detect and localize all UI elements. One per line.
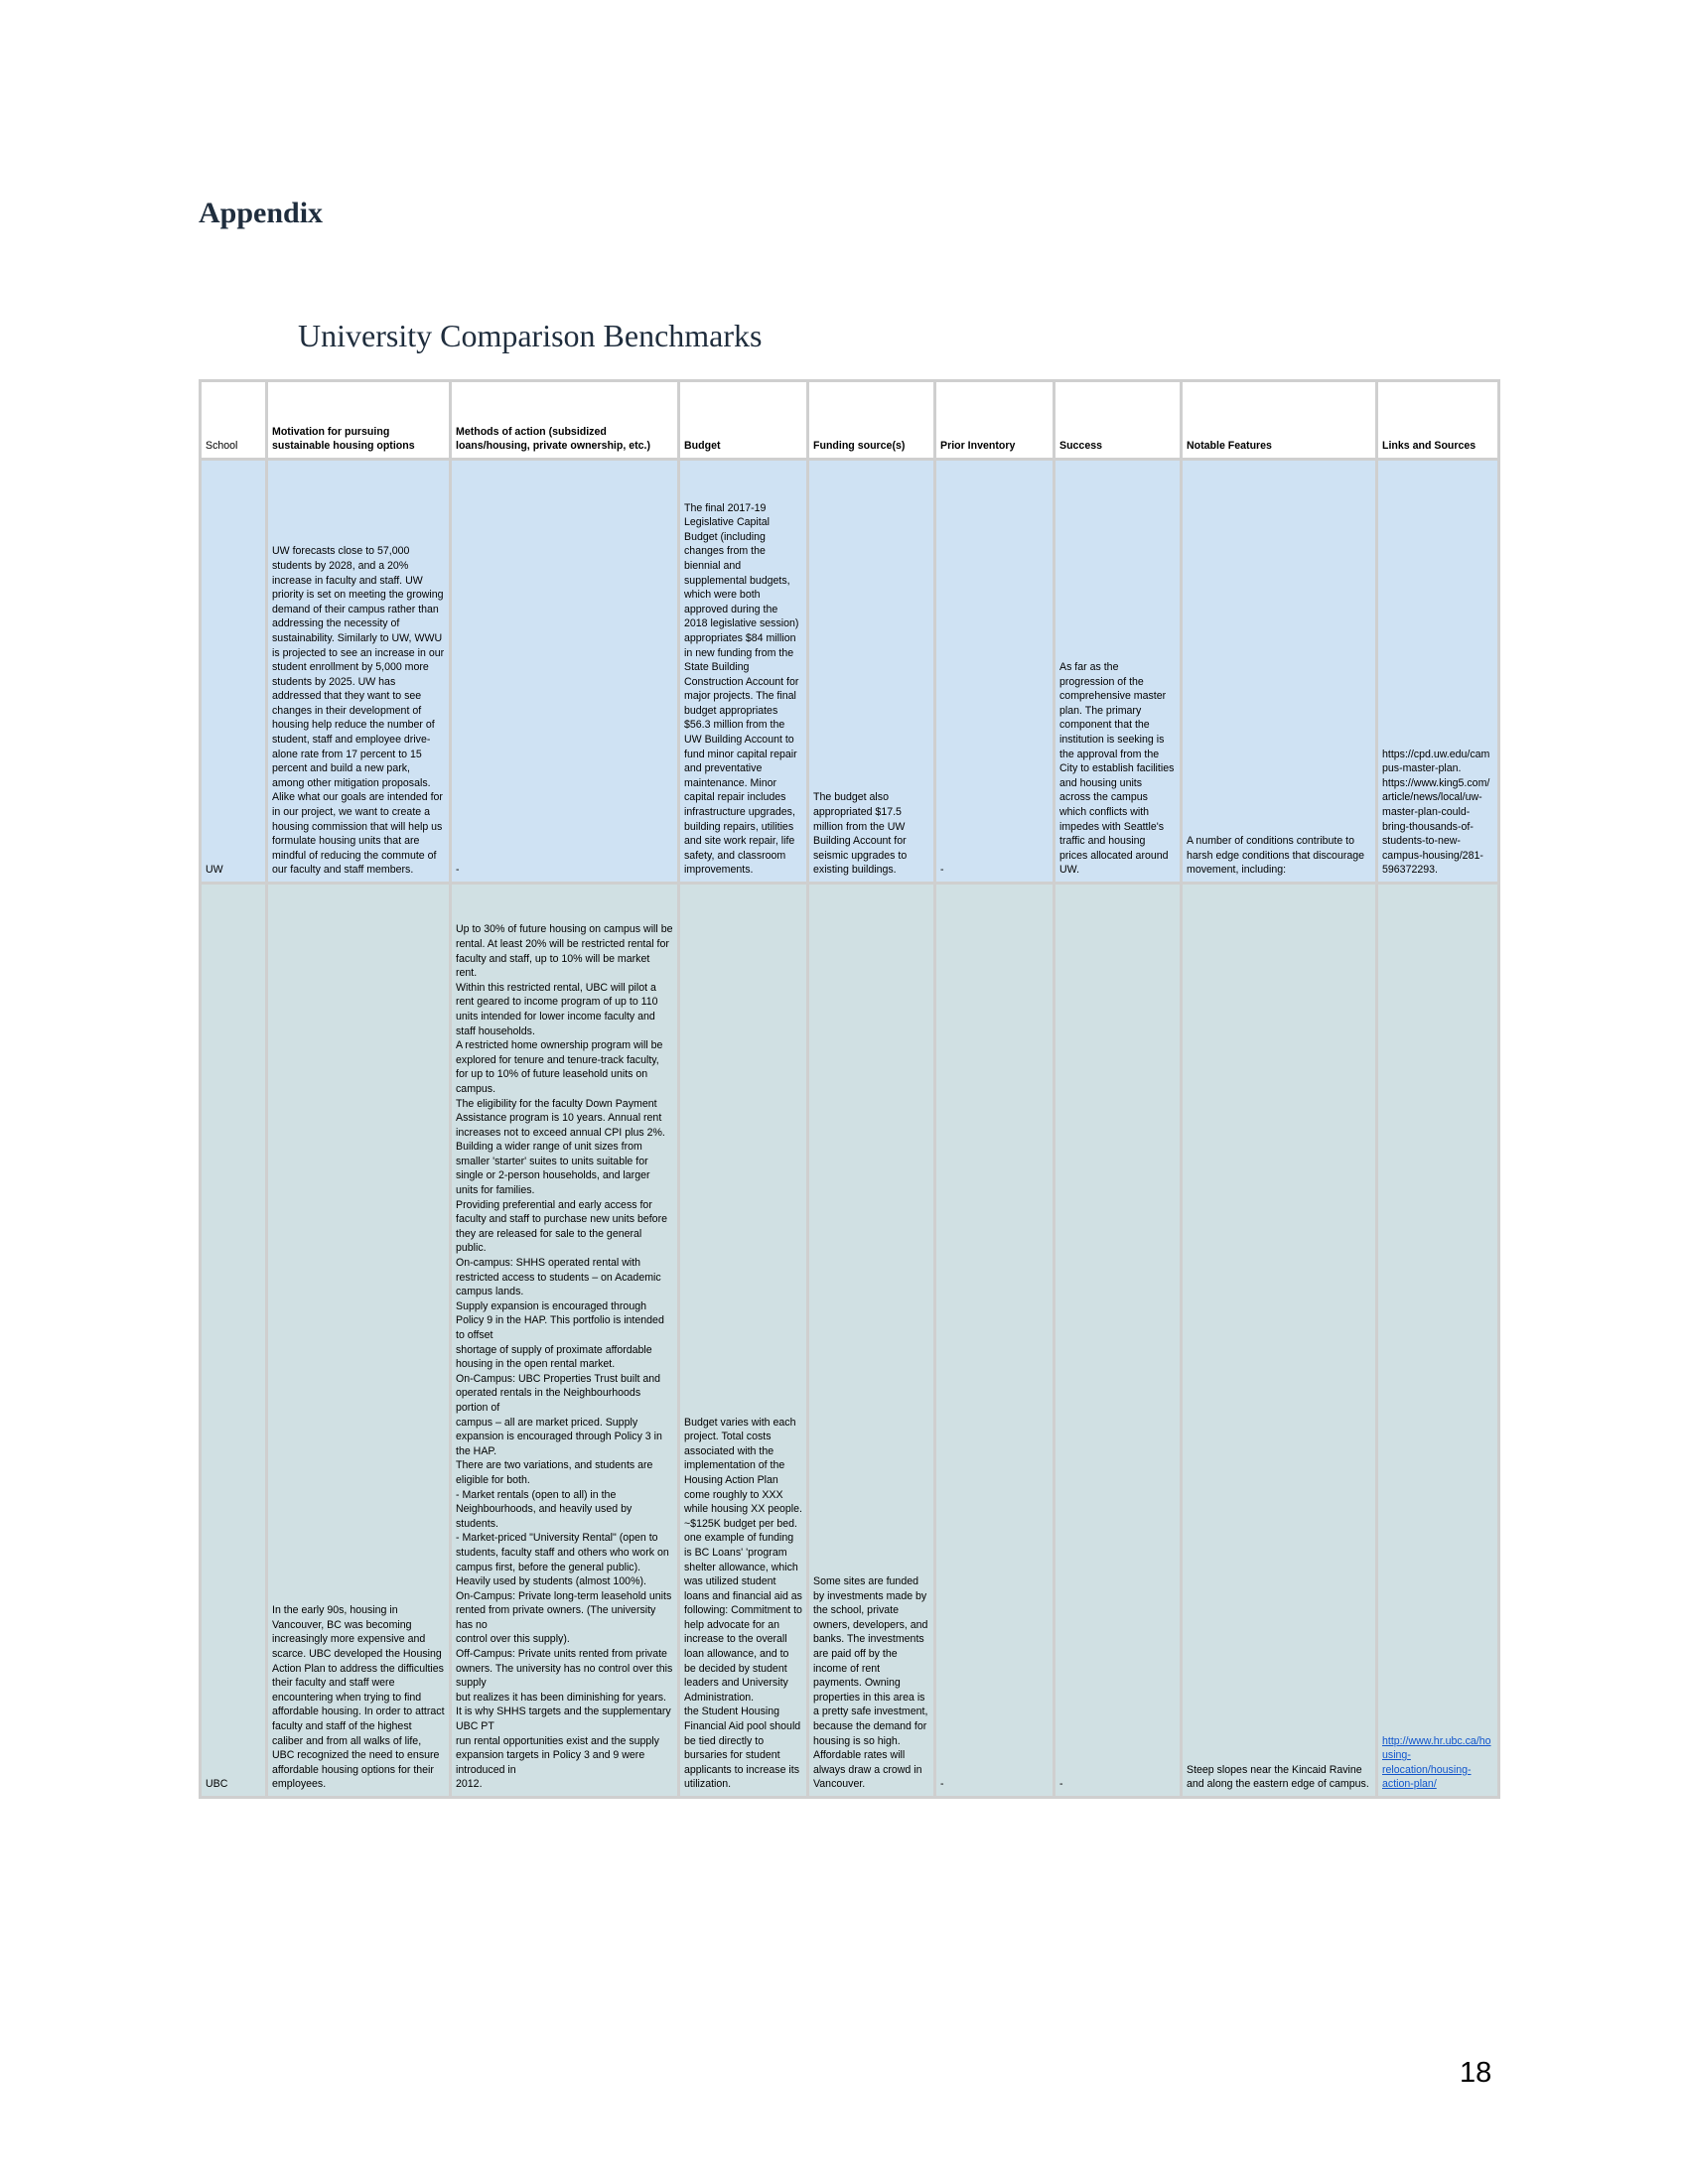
cell-motivation: In the early 90s, housing in Vancouver, BC was becoming increasingly more expensive and scarce. UBC developed the Housing Action Plan to address the difficulties their faculty and staff were encountering when trying to find affordable housing. In order to attract faculty and staff of the highest caliber and from all walks of life, UBC recognized the need to ensure affordable housing options for their employees. (267, 884, 451, 1798)
cell-budget: Budget varies with each project. Total costs associated with the implementation of the Housing Action Plan come roughly to XXX while housing XX people. ~$125K budget per bed. one example of funding is BC Loans' 'program shelter allowance, which was utilized student loans and financial aid as following: Commitment to help advocate for an increase to the overall loan allowance, and to be decided by student leaders and University Administration. the Student Housing Financial Aid pool should be tied directly to bursaries for student applicants to increase its utilization. (679, 884, 808, 1798)
header-funding: Funding source(s) (808, 381, 935, 460)
header-motivation: Motivation for pursuing sustainable housing options (267, 381, 451, 460)
header-success: Success (1055, 381, 1182, 460)
cell-funding: The budget also appropriated $17.5 million from the UW Building Account for seismic upgrades to existing buildings. (808, 460, 935, 884)
benchmark-table (199, 379, 1500, 1799)
cell-motivation: UW forecasts close to 57,000 students by 2028, and a 20% increase in faculty and staff. UW priority is set on meeting the growing demand of their campus rather than addressing the necessity of sustainability. Similarly to UW, WWU is projected to see an increase in our student enrollment by 5,000 more students by 2025. UW has addressed that they want to see changes in their development of housing help reduce the number of student, staff and employee drive-alone rate from 17 percent to 15 percent and build a new park, among other mitigation proposals. Alike what our goals are intended for in our project, we want to create a housing commission that will help us formulate housing units that are mindful of reducing the commute of our faculty and staff members. (267, 460, 451, 884)
cell-funding: Some sites are funded by investments made by the school, private owners, developers, and banks. The investments are paid off by the income of rent payments. Owning properties in this area is a pretty safe investment, because the demand for housing is so high. Affordable rates will always draw a crowd in Vancouver. (808, 884, 935, 1798)
page-number: 18 (1460, 2057, 1492, 2089)
cell-school: UW (201, 460, 267, 884)
table-title: University Comparison Benchmarks (298, 318, 763, 353)
page-heading: Appendix (199, 197, 324, 229)
cell-links: https://cpd.uw.edu/campus-master-plan. https://www.king5.com/article/news/local/uw-master-plan-could-bring-thousands-of-students-to-new-campus-housing/281-596372293. (1377, 460, 1499, 884)
header-budget: Budget (679, 381, 808, 460)
table-row-uw (201, 460, 1499, 884)
cell-notable-features: A number of conditions contribute to harsh edge conditions that discourage movement, including: (1182, 460, 1377, 884)
header-methods: Methods of action (subsidized loans/housing, private ownership, etc.) (451, 381, 679, 460)
cell-prior-inventory: - (935, 884, 1055, 1798)
cell-success: - (1055, 884, 1182, 1798)
cell-prior-inventory: - (935, 460, 1055, 884)
cell-school: UBC (201, 884, 267, 1798)
header-row (201, 381, 1499, 460)
cell-methods: - (451, 460, 679, 884)
ubc-housing-action-plan-link[interactable]: http://www.hr.ubc.ca/housing-relocation/housing-action-plan/ (1382, 1734, 1491, 1791)
cell-links (1377, 884, 1499, 1798)
header-links: Links and Sources (1377, 381, 1499, 460)
cell-budget: The final 2017-19 Legislative Capital Budget (including changes from the biennial and supplemental budgets, which were both approved during the 2018 legislative session) appropriates $84 million in new funding from the State Building Construction Account for major projects. The final budget appropriates $56.3 million from the UW Building Account to fund minor capital repair and preventative maintenance. Minor capital repair includes infrastructure upgrades, building repairs, utilities and site work repair, life safety, and classroom improvements. (679, 460, 808, 884)
header-school: School (201, 381, 267, 460)
header-prior-inventory: Prior Inventory (935, 381, 1055, 460)
cell-success: As far as the progression of the comprehensive master plan. The primary component that the institution is seeking is the approval from the City to establish facilities and housing units across the campus which conflicts with impedes with Seattle's traffic and housing prices allocated around UW. (1055, 460, 1182, 884)
cell-notable-features: Steep slopes near the Kincaid Ravine and along the eastern edge of campus. (1182, 884, 1377, 1798)
header-notable-features: Notable Features (1182, 381, 1377, 460)
cell-methods: Up to 30% of future housing on campus will be rental. At least 20% will be restricted rental for faculty and staff, up to 10% will be market rent. Within this restricted rental, UBC will pilot a rent geared to income program of up to 110 units intended for lower income faculty and staff households. A restricted home ownership program will be explored for tenure and tenure-track faculty, for up to 10% of future leasehold units on campus. The eligibility for the faculty Down Payment Assistance program is 10 years. Annual rent increases not to exceed annual CPI plus 2%. Building a wider range of unit sizes from smaller 'starter' suites to units suitable for single or 2-person households, and larger units for families. Providing preferential and early access for faculty and staff to purchase new units before they are released for sale to the general public. On-campus: SHHS operated rental with restricted access to students – on Academic campus lands. Supply expansion is encouraged through Policy 9 in the HAP. This portfolio is intended to offset shortage of supply of proximate affordable housing in the open rental market. On-Campus: UBC Properties Trust built and operated rentals in the Neighbourhoods portion of campus – all are market priced. Supply expansion is encouraged through Policy 3 in the HAP. There are two variations, and students are eligible for both. - Market rentals (open to all) in the Neighbourhoods, and heavily used by students. - Market-priced "University Rental" (open to students, faculty staff and others who work on campus first, before the general public). Heavily used by students (almost 100%). On-Campus: Private long-term leasehold units rented from private owners. (The university has no control over this supply). Off-Campus: Private units rented from private owners. The university has no control over this supply but realizes it has been diminishing for years. It is why SHHS targets and the supplementary UBC PT run rental opportunities exist and the supply expansion targets in Policy 3 and 9 were introduced in 2012. (451, 884, 679, 1798)
table-row-ubc (201, 884, 1499, 1798)
